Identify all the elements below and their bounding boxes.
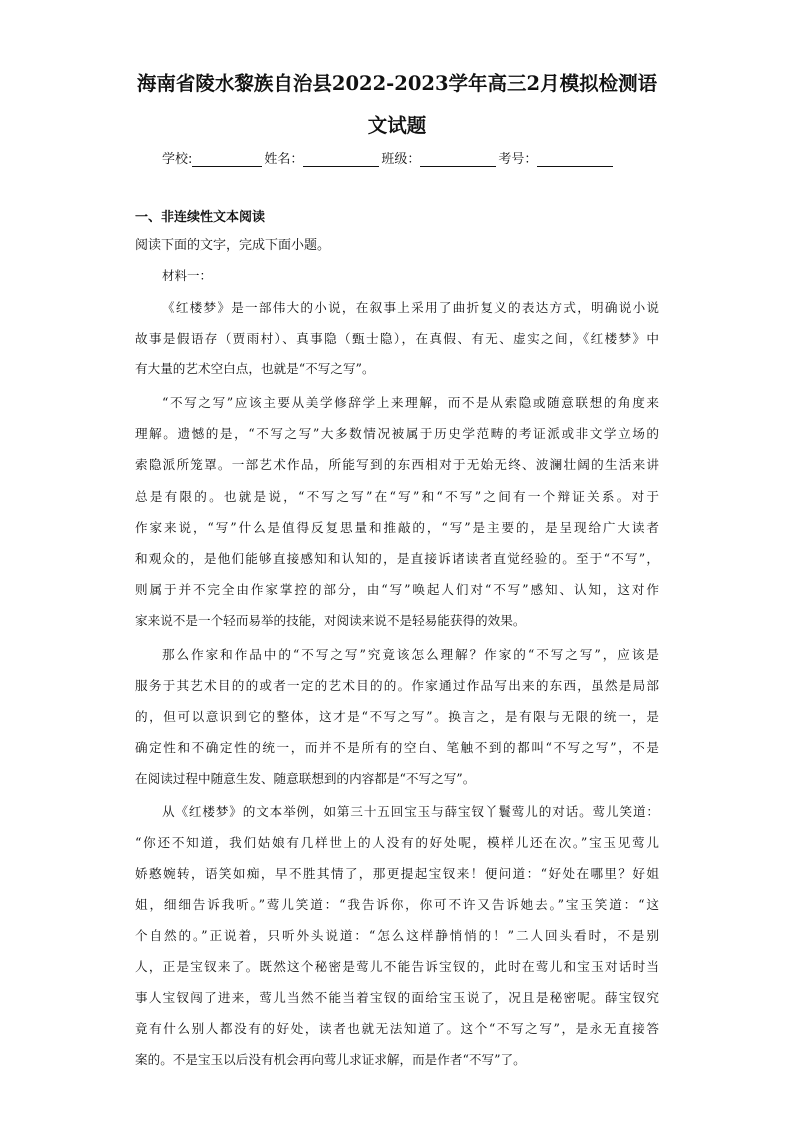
body-line: 故事是假语存（贾雨村）、真事隐（甄士隐），在真假、有无、虚实之间，《红楼梦》中	[135, 331, 659, 346]
body-line: 在阅读过程中随意生发、随意联想到的内容都是“不写之写”。	[135, 771, 476, 786]
school-blank[interactable]	[192, 152, 262, 167]
section-heading: 一、非连续性文本阅读	[135, 210, 266, 225]
body-line: 确定性和不确定性的统一，而并不是所有的空白、笔触不到的都叫“不写之写”，不是	[135, 740, 659, 755]
class-label: 班级：	[381, 152, 421, 167]
body-line: 姐，细细告诉我听。”莺儿笑道：“我告诉你，你可不许又告诉她去。”宝玉笑道：“这	[135, 897, 659, 912]
body-line: 则属于并不完全由作家掌控的部分，由“写”唤起人们对“不写”感知、认知，这对作	[135, 582, 659, 597]
body-line: 竟有什么别人都没有的好处，读者也就无法知道了。这个“不写之写”，是永无直接答	[135, 1021, 659, 1036]
exam-title-line1: 海南省陵水黎族自治县2022-2023学年高三2月模拟检测语	[136, 72, 658, 95]
body-line: 个自然的。”正说着，只听外头说道：“怎么这样静悄悄的！”二人回头看时，不是别	[135, 928, 659, 943]
body-line: 索隐派所笼罩。一部艺术作品，所能写到的东西相对于无始无终、波澜壮阔的生活来讲	[135, 457, 659, 472]
body-line: 那么作家和作品中的“不写之写”究竟该怎么理解？作家的“不写之写”，应该是	[162, 647, 659, 662]
body-line: 和观众的，是他们能够直接感知和认知的，是直接诉诸读者直觉经验的。至于“不写”，	[135, 551, 659, 566]
body-line: 《红楼梦》是一部伟大的小说，在叙事上采用了曲折复义的表达方式，明确说小说	[162, 300, 659, 315]
body-line: “你还不知道，我们姑娘有几样世上的人没有的好处呢，模样儿还在次。”宝玉见莺儿	[135, 835, 659, 850]
body-line: 事人宝钗闯了进来，莺儿当然不能当着宝钗的面给宝玉说了，况且是秘密呢。薛宝钗究	[135, 990, 659, 1005]
reading-instruction: 阅读下面的文字，完成下面小题。	[135, 238, 331, 253]
name-label: 姓名：	[264, 152, 304, 167]
exam-number-label: 考号：	[498, 152, 538, 167]
body-line: 的，但可以意识到它的整体，这才是“不写之写”。换言之，是有限与无限的统一，是	[135, 709, 659, 724]
body-line: 从《红楼梦》的文本举例，如第三十五回宝玉与薛宝钗丫鬟莺儿的对话。莺儿笑道：	[162, 804, 659, 819]
body-line: 案的。不是宝玉以后没有机会再向莺儿求证求解，而是作者“不写”了。	[135, 1052, 526, 1067]
name-blank[interactable]	[303, 152, 379, 167]
body-line: 有大量的艺术空白点，也就是“不写之写”。	[135, 361, 375, 376]
body-line: 服务于其艺术目的的或者一定的艺术目的的。作家通过作品写出来的东西，虽然是局部	[135, 678, 659, 693]
material-label: 材料一：	[162, 268, 213, 283]
body-line: “不写之写”应该主要从美学修辞学上来理解，而不是从索隐或随意联想的角度来	[162, 395, 659, 410]
school-label: 学校:	[162, 152, 193, 167]
student-info-row	[162, 143, 615, 167]
class-blank[interactable]	[420, 152, 496, 167]
exam-title-line2: 文试题	[367, 114, 427, 137]
body-line: 家来说不是一个轻而易举的技能，对阅读来说不是轻易能获得的效果。	[135, 613, 526, 628]
body-line: 总是有限的。也就是说，“不写之写”在“写”和“不写”之间有一个辩证关系。对于	[135, 489, 659, 504]
body-line: 人，正是宝钗来了。既然这个秘密是莺儿不能告诉宝钗的，此时在莺儿和宝玉对话时当	[135, 959, 659, 974]
exam-number-blank[interactable]	[537, 152, 613, 167]
body-line: 理解。遗憾的是，“不写之写”大多数情况被属于历史学范畴的考证派或非文学立场的	[135, 426, 659, 441]
body-line: 作家来说，“写”什么是值得反复思量和推敲的，“写”是主要的，是呈现给广大读者	[135, 520, 659, 535]
body-line: 娇憨婉转，语笑如痴，早不胜其情了，那更提起宝钗来！便问道：“好处在哪里？好姐	[135, 866, 659, 881]
